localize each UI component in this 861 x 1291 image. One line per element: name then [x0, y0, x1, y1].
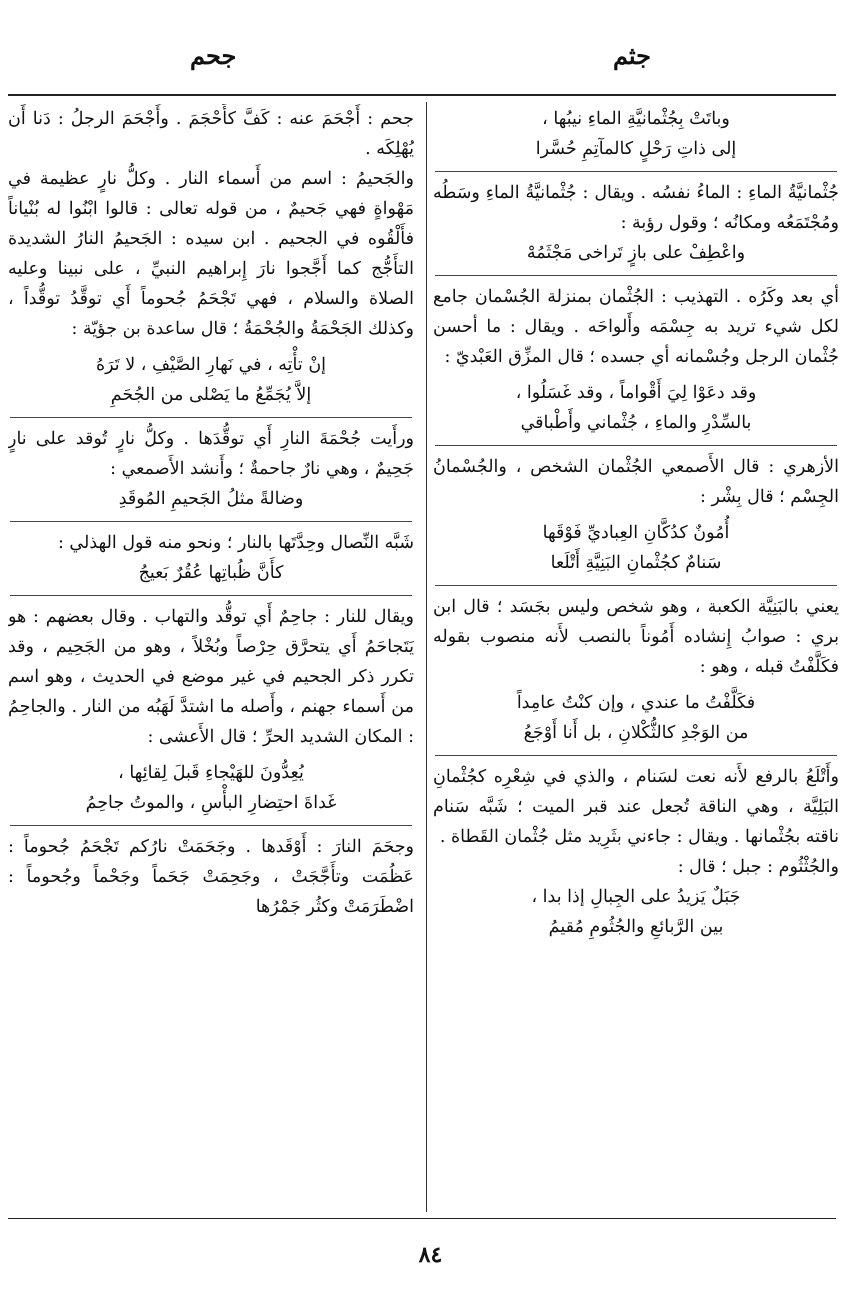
- verse-separator: [10, 417, 412, 418]
- page-number: ٨٤: [418, 1242, 443, 1268]
- paragraph: أي بعد وكَرُه . التهذيب : الجُثْمان بمنزلة الجُسْمان جامع لكل شيء تريد به جِسْمَه وأَلواحَه . ويقال : ما أحسن جُثْمان الرجل وجُسْمانه أي جسده ؛ قال المزِّق العَبْديّ :: [433, 287, 839, 367]
- paragraph: جُثْمانيَّةُ الماءِ : الماءُ نفسُه . ويقال : جُثْمانيَّةُ الماءِ وسَطُه ومُجْتَمَعُه ومكانُه ؛ وقول رؤبة :: [433, 183, 839, 233]
- verse-line: فكَلَّفْتُ ما عندي ، وإن كنْتُ عامِداً: [516, 693, 756, 713]
- paragraph: وجحَمَ النارَ : أَوْقَدها . وجَحَمَتْ نارُكم تَجْحَمُ جُحوماً : عَظُمَت وتأَجَّجَتْ ، وجَحِمَتْ جَحَماً وجَحْماً وجُحوماً : اضْطَرَمَتْ وكثُر جَمْرُها: [8, 837, 414, 917]
- verse-separator: [435, 585, 837, 586]
- verse-separator: [435, 171, 837, 172]
- verse-line: سَنامٌ كجُثْمانِ البَنِيَّةِ أَتْلَعا: [550, 553, 722, 573]
- verse-line: بالسِّدْرِ والماءِ ، جُثْماني وأَطْباقي: [520, 413, 752, 433]
- verse-line: من الوَجْدِ كالثُّكْلانِ ، بل أَنا أَوْجَعُ: [523, 723, 749, 743]
- verse-line: غَداةَ احتِضارِ البأْسِ ، والموتُ جاحِمُ: [85, 793, 337, 813]
- column-divider: [426, 102, 427, 1212]
- verse-line: وقد دعَوْا لِيَ أَقْواماً ، وقد غَسَلُوا ،: [515, 383, 757, 403]
- paragraph: والجَحيمُ : اسم من أَسماء النار . وكلُّ نارٍ عظيمة في مَهْواةٍ فهي جَحيمٌ ، من قوله تعالى : قالوا ابْنُوا له بُنْياناً فأَلْقُوه في الجحيم . ابن سيده : الجَحيمُ النارُ الشديدة التأَجُّج كما أَجَّجوا نارَ إِبراهيم النبيِّ ، على نبينا وعليه الصلاة والسلام ، فهي تَجْحَمُ جُحوماً أَي توقَّدُ توقُّداً ، وكذلك الجَحْمَةُ والجُحْمَةُ ؛ قال ساعدة بن جؤيّة :: [8, 169, 414, 339]
- verse-line: وضالةً مثلُ الجَحيمِ المُوقَدِ: [118, 489, 304, 509]
- bottom-rule: [8, 1218, 836, 1219]
- verse-line: أُمُونٌ كدُكَّانِ العِباديِّ فَوْقَها: [542, 523, 730, 543]
- verse-line: إنْ تأْتِه ، في نَهارِ الصَّيْفِ ، لا تَرَهُ: [95, 355, 327, 375]
- verse-separator: [10, 595, 412, 596]
- verse-separator: [435, 275, 837, 276]
- verse-line: بين الرَّبائعِ والجُثُومِ مُقيمُ: [548, 917, 724, 937]
- verse-separator: [435, 445, 837, 446]
- verse-line: يُعِدُّونَ للهَيْجاءِ قَبلَ لِقائِها ،: [118, 763, 304, 783]
- right-column: [433, 104, 839, 1214]
- verse-line: إلى ذاتِ رَحْلٍ كالمآتِمِ حُسَّرا: [535, 139, 737, 159]
- paragraph: شَبَّه النِّصال وحِدَّتَها بالنار ؛ ونحو منه قول الهذلي :: [57, 533, 414, 553]
- entry-heading-paragraph: جحم : أَجْحَمَ عنه : كَفَّ كأَحْجَمَ . وأَجْحَمَ الرجلُ : دَنا أَن يُهْلِكَه .: [8, 109, 414, 159]
- verse-line: واعْطِفْ على بازٍ تَراخى مَجْثَمُهْ: [526, 243, 746, 263]
- paragraph: الأزهري : قال الأَصمعي الجُثْمان الشخص ، والجُسْمانُ الجِسْم ؛ قال بِشْر :: [433, 457, 839, 507]
- header-left-word: جحم: [190, 41, 237, 70]
- top-rule: [8, 94, 836, 96]
- paragraph: ورأَيت جُحْمَةَ النارِ أَي توقُّدَها . وكلُّ نارٍ تُوقد على نارٍ جَحِيمٌ ، وهي نارٌ جاحمةٌ ؛ وأَنشد الأَصمعي :: [8, 429, 414, 479]
- verse-separator: [10, 825, 412, 826]
- verse-line: وباتَتْ بِجُثْمانيَّةِ الماءِ نيبُها ،: [542, 109, 730, 129]
- paragraph: والجُثْثُوم : جبل ؛ قال :: [677, 857, 839, 877]
- paragraph: وأَتْلَعُ بالرفع لأَنه نعت لسَنام ، والذي في شِعْرِه كجُثْمانِ البَلِيَّة ، وهي الناقة تُجعل عند قبر الميت ؛ شَبَّه سَنام ناقته بجُثْمانها . ويقال : جاءني بثَرِيد مثل جُثْمان القَطاة .: [433, 767, 839, 847]
- header-right-word: جثم: [612, 41, 651, 70]
- verse-line: إلاَّ يُجَمِّعُ ما يَصْلى من الجُحَمِ: [110, 385, 312, 405]
- verse-line: كأَنَّ ظُباتِها عُقُرٌ بَعيجُ: [138, 563, 284, 583]
- paragraph: ويقال للنار : جاحِمٌ أَي توقُّد والتهاب . وقال بعضهم : هو يَتَجاحَمُ أَي يتحرَّق حِرْصاً وبُخْلاً ، وهو من الجَحِيم ، وقد تكرر ذكر الجحيم في غير موضع في الحديث ، وهو اسم من أَسماء جهنم ، وأَصله ما اشتدَّ لَهَبُه من النار . والجاحِمُ : المكان الشديد الحرِّ ؛ قال الأَعشى :: [8, 607, 414, 747]
- verse-separator: [435, 755, 837, 756]
- verse-separator: [10, 521, 412, 522]
- left-column: [8, 104, 414, 1214]
- paragraph: يعني بالبَنِيَّة الكعبة ، وهو شخص وليس بجَسَد ؛ قال ابن بري : صوابُ إِنشاده أَمُوناً بالنصب لأَنه منصوب بقوله فكَلَّفْتُ قبله ، وهو :: [433, 597, 839, 677]
- verse-line: جَبَلٌ يَزيدُ على الجِبالِ إذا بدا ،: [531, 887, 741, 907]
